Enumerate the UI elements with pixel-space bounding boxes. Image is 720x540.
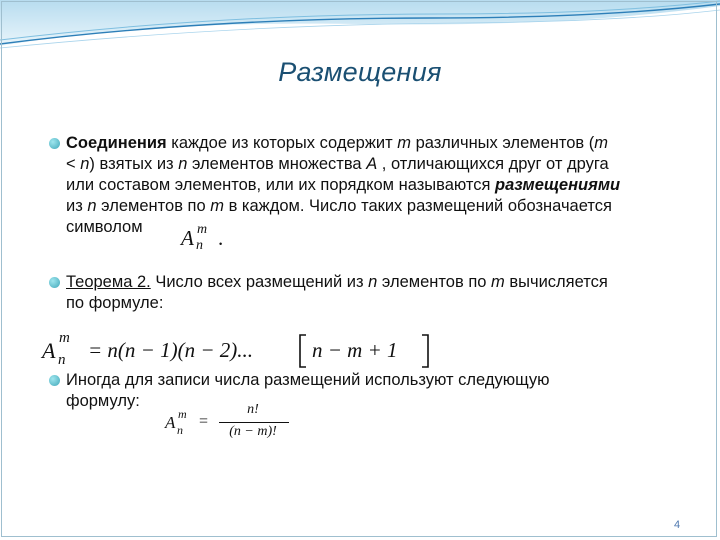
fraction-numerator: n! [247, 402, 259, 417]
left-bracket [298, 334, 308, 368]
bullet-1-text [66, 133, 620, 238]
bullet-1-line-4: из n элементов по m в каждом. Число таких размещений обозначается [66, 197, 612, 215]
bullet-2-dot [49, 277, 60, 288]
slide: Размещения Соединения каждое из которых содержит m различных элементов (m < n) взятых из n элементов множества A , отличающихся друг от друга или составом элементов, или их порядком называются размещениями из n элементов по m в каждом. Число таких размещений обозначается символом A m n . Теорема 2. Число всех размещений из n элементов по m вычисляется по формуле: A m n = n(n − 1)(n − 2)... n − m + 1 Иногда для записи числа размещений используют следующую формулу: A m n = n! (n − m)! 4 [0, 0, 720, 540]
bullet-2-line-1: Теорема 2. Число всех размещений из n элементов по m вычисляется [66, 273, 608, 291]
bullet-1-line-3: или составом элементов, или их порядком называются размещениями [66, 176, 621, 194]
term-soedinenia: Соединения [66, 134, 167, 152]
theorem-label: Теорема 2. [66, 273, 151, 291]
bullet-2-line-2: по формуле: [66, 294, 164, 312]
bullet-3-text [66, 370, 550, 412]
term-razmeshcheniyami: размещениями [495, 176, 621, 194]
bullet-1-line-1: Соединения каждое из которых содержит m различных элементов (m [66, 134, 609, 152]
formula-factorial: A m n = n! (n − m)! [165, 402, 305, 444]
bullet-3-line-2: формулу: [66, 392, 140, 410]
header-wave-decoration [0, 0, 720, 60]
bullet-3-line-1: Иногда для записи числа размещений используют следующую [66, 371, 550, 389]
bullet-1-line-5: символом [66, 218, 143, 236]
bullet-3-dot [49, 375, 60, 386]
fraction-denominator: (n − m)! [229, 424, 277, 439]
bullet-1-dot [49, 138, 60, 149]
bullet-2-text [66, 272, 608, 314]
right-bracket [420, 334, 430, 368]
formula-theorem-2: A m n = n(n − 1)(n − 2)... n − m + 1 [42, 329, 442, 371]
page-number: 4 [674, 519, 681, 531]
bullet-1-line-2: < n) взятых из n элементов множества A , отличающихся друг от друга [66, 155, 609, 173]
fraction-bar [219, 422, 289, 423]
slide-title: Размещения [278, 57, 442, 87]
